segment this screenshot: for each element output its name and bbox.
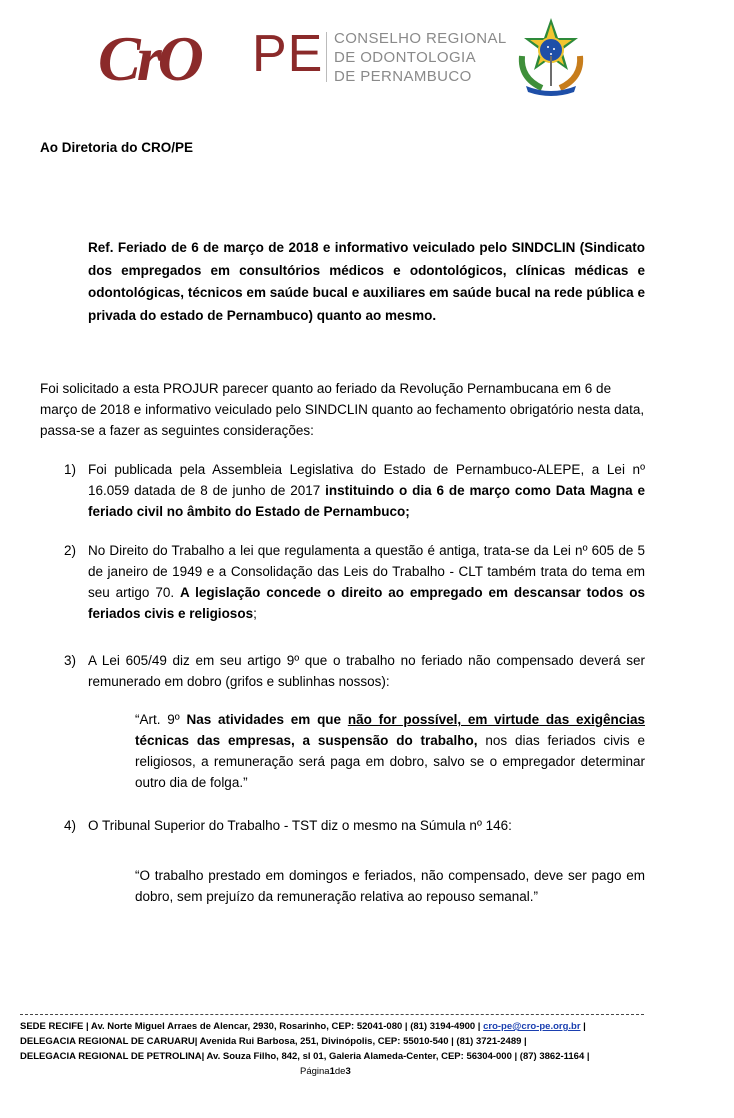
item-1-bold: instituindo o dia 6 de março como Data Magna e feriado civil no âmbito do Estado de Pernambuco;: [88, 483, 645, 519]
item-3: A Lei 605/49 diz em seu artigo 9º que o trabalho no feriado não compensado deverá ser remunerado em dobro (grifos e sublinhas nossos):: [88, 653, 645, 689]
org-name-line-2: DE ODONTOLOGIA: [334, 49, 477, 66]
reference-paragraph: Ref. Feriado de 6 de março de 2018 e informativo veiculado pelo SINDCLIN (Sindicato dos empregados em consultórios médicos e odontológicos, clínicas médicas e odontológicas, técnicos em saúde bucal e auxiliares em saúde bucal na rede pública e privada do estado de Pernambuco) quanto ao mesmo.: [88, 240, 645, 323]
quote1-rest: nos dias feriados civis e religiosos, a remuneração será paga em dobro, salvo se o empregador determinar outro dia de folga.”: [135, 733, 645, 790]
item-2-tail: ;: [253, 606, 257, 621]
page-current: 1: [329, 1066, 335, 1077]
page-of: de: [334, 1066, 346, 1077]
item-number-4: 4): [64, 818, 77, 833]
logo-divider: [326, 32, 327, 82]
item-1: [88, 459, 645, 522]
quote1-open: “Art. 9º: [135, 712, 187, 727]
brazil-coat-of-arms-icon: [512, 16, 590, 96]
org-name-line-1: CONSELHO REGIONAL: [334, 30, 507, 47]
footer-line1-end: |: [580, 1021, 586, 1032]
page-total: 3: [345, 1066, 351, 1077]
item-number-1: 1): [64, 462, 77, 477]
footer-line-2: DELEGACIA REGIONAL DE CARUARU| Avenida Rui Barbosa, 251, Divinópolis, CEP: 55010-540 | (81) 3721-2489 |: [20, 1036, 527, 1047]
item-4: O Tribunal Superior do Trabalho - TST diz o mesmo na Súmula nº 146:: [88, 818, 512, 833]
footer-sede-text: SEDE RECIFE | Av. Norte Miguel Arraes de Alencar, 2930, Rosarinho, CEP: 52041-080 | (81) 3194-4900 |: [20, 1021, 484, 1032]
logo-pe-text: PE: [252, 25, 324, 83]
quote1-bold-3: técnicas das empresas, a suspensão do trabalho,: [135, 733, 478, 748]
page-label: Página: [300, 1066, 330, 1077]
item-2-text: No Direito do Trabalho a lei que regulamenta a questão é antiga, trata-se da Lei nº 605 de 5 de janeiro de 1949 e a Consolidação das Leis do Trabalho - CLT também trata do tema em seu artigo 70.: [88, 543, 645, 600]
footer: [20, 1019, 720, 1064]
quote1-bold-underlined: não for possível, em virtude das exigências: [347, 712, 646, 727]
svg-text:CrO: CrO: [98, 26, 200, 90]
item-number-2: 2): [64, 543, 77, 558]
footer-line-1: [20, 1019, 720, 1034]
item-1-text: Foi publicada pela Assembleia Legislativa do Estado de Pernambuco-ALEPE, a Lei nº 16.059 datada de 8 de junho de 2017: [88, 462, 645, 498]
cro-logo: [98, 26, 248, 90]
footer-line-3: DELEGACIA REGIONAL DE PETROLINA| Av. Souza Filho, 842, sl 01, Galeria Alameda-Center, CEP: 56304-000 | (87) 3862-1164 |: [20, 1051, 590, 1062]
quote-article-9: [135, 709, 645, 793]
footer-divider: [20, 1014, 644, 1015]
footer-email-link[interactable]: cro-pe@cro-pe.org.br: [483, 1021, 581, 1032]
organization-name: [334, 29, 507, 86]
item-2: [88, 540, 645, 624]
intro-paragraph: Foi solicitado a esta PROJUR parecer quanto ao feriado da Revolução Pernambucana em 6 de março de 2018 e informativo veiculado pelo SINDCLIN quanto ao fechamento obrigatório nesta data, passa-se a fazer as seguintes considerações:: [40, 381, 645, 438]
item-2-bold: A legislação concede o direito ao empregado em descansar todos os feriados civis e religiosos: [88, 585, 646, 621]
org-name-line-3: DE PERNAMBUCO: [334, 68, 472, 85]
quote-sumula-146: “O trabalho prestado em domingos e feriados, não compensado, deve ser pago em dobro, sem prejuízo da remuneração relativa ao repouso semanal.”: [135, 868, 645, 904]
addressee: Ao Diretoria do CRO/PE: [40, 140, 194, 155]
item-number-3: 3): [64, 653, 77, 668]
page-number: [300, 1066, 351, 1077]
quote1-bold-1: Nas atividades em que: [186, 712, 348, 727]
